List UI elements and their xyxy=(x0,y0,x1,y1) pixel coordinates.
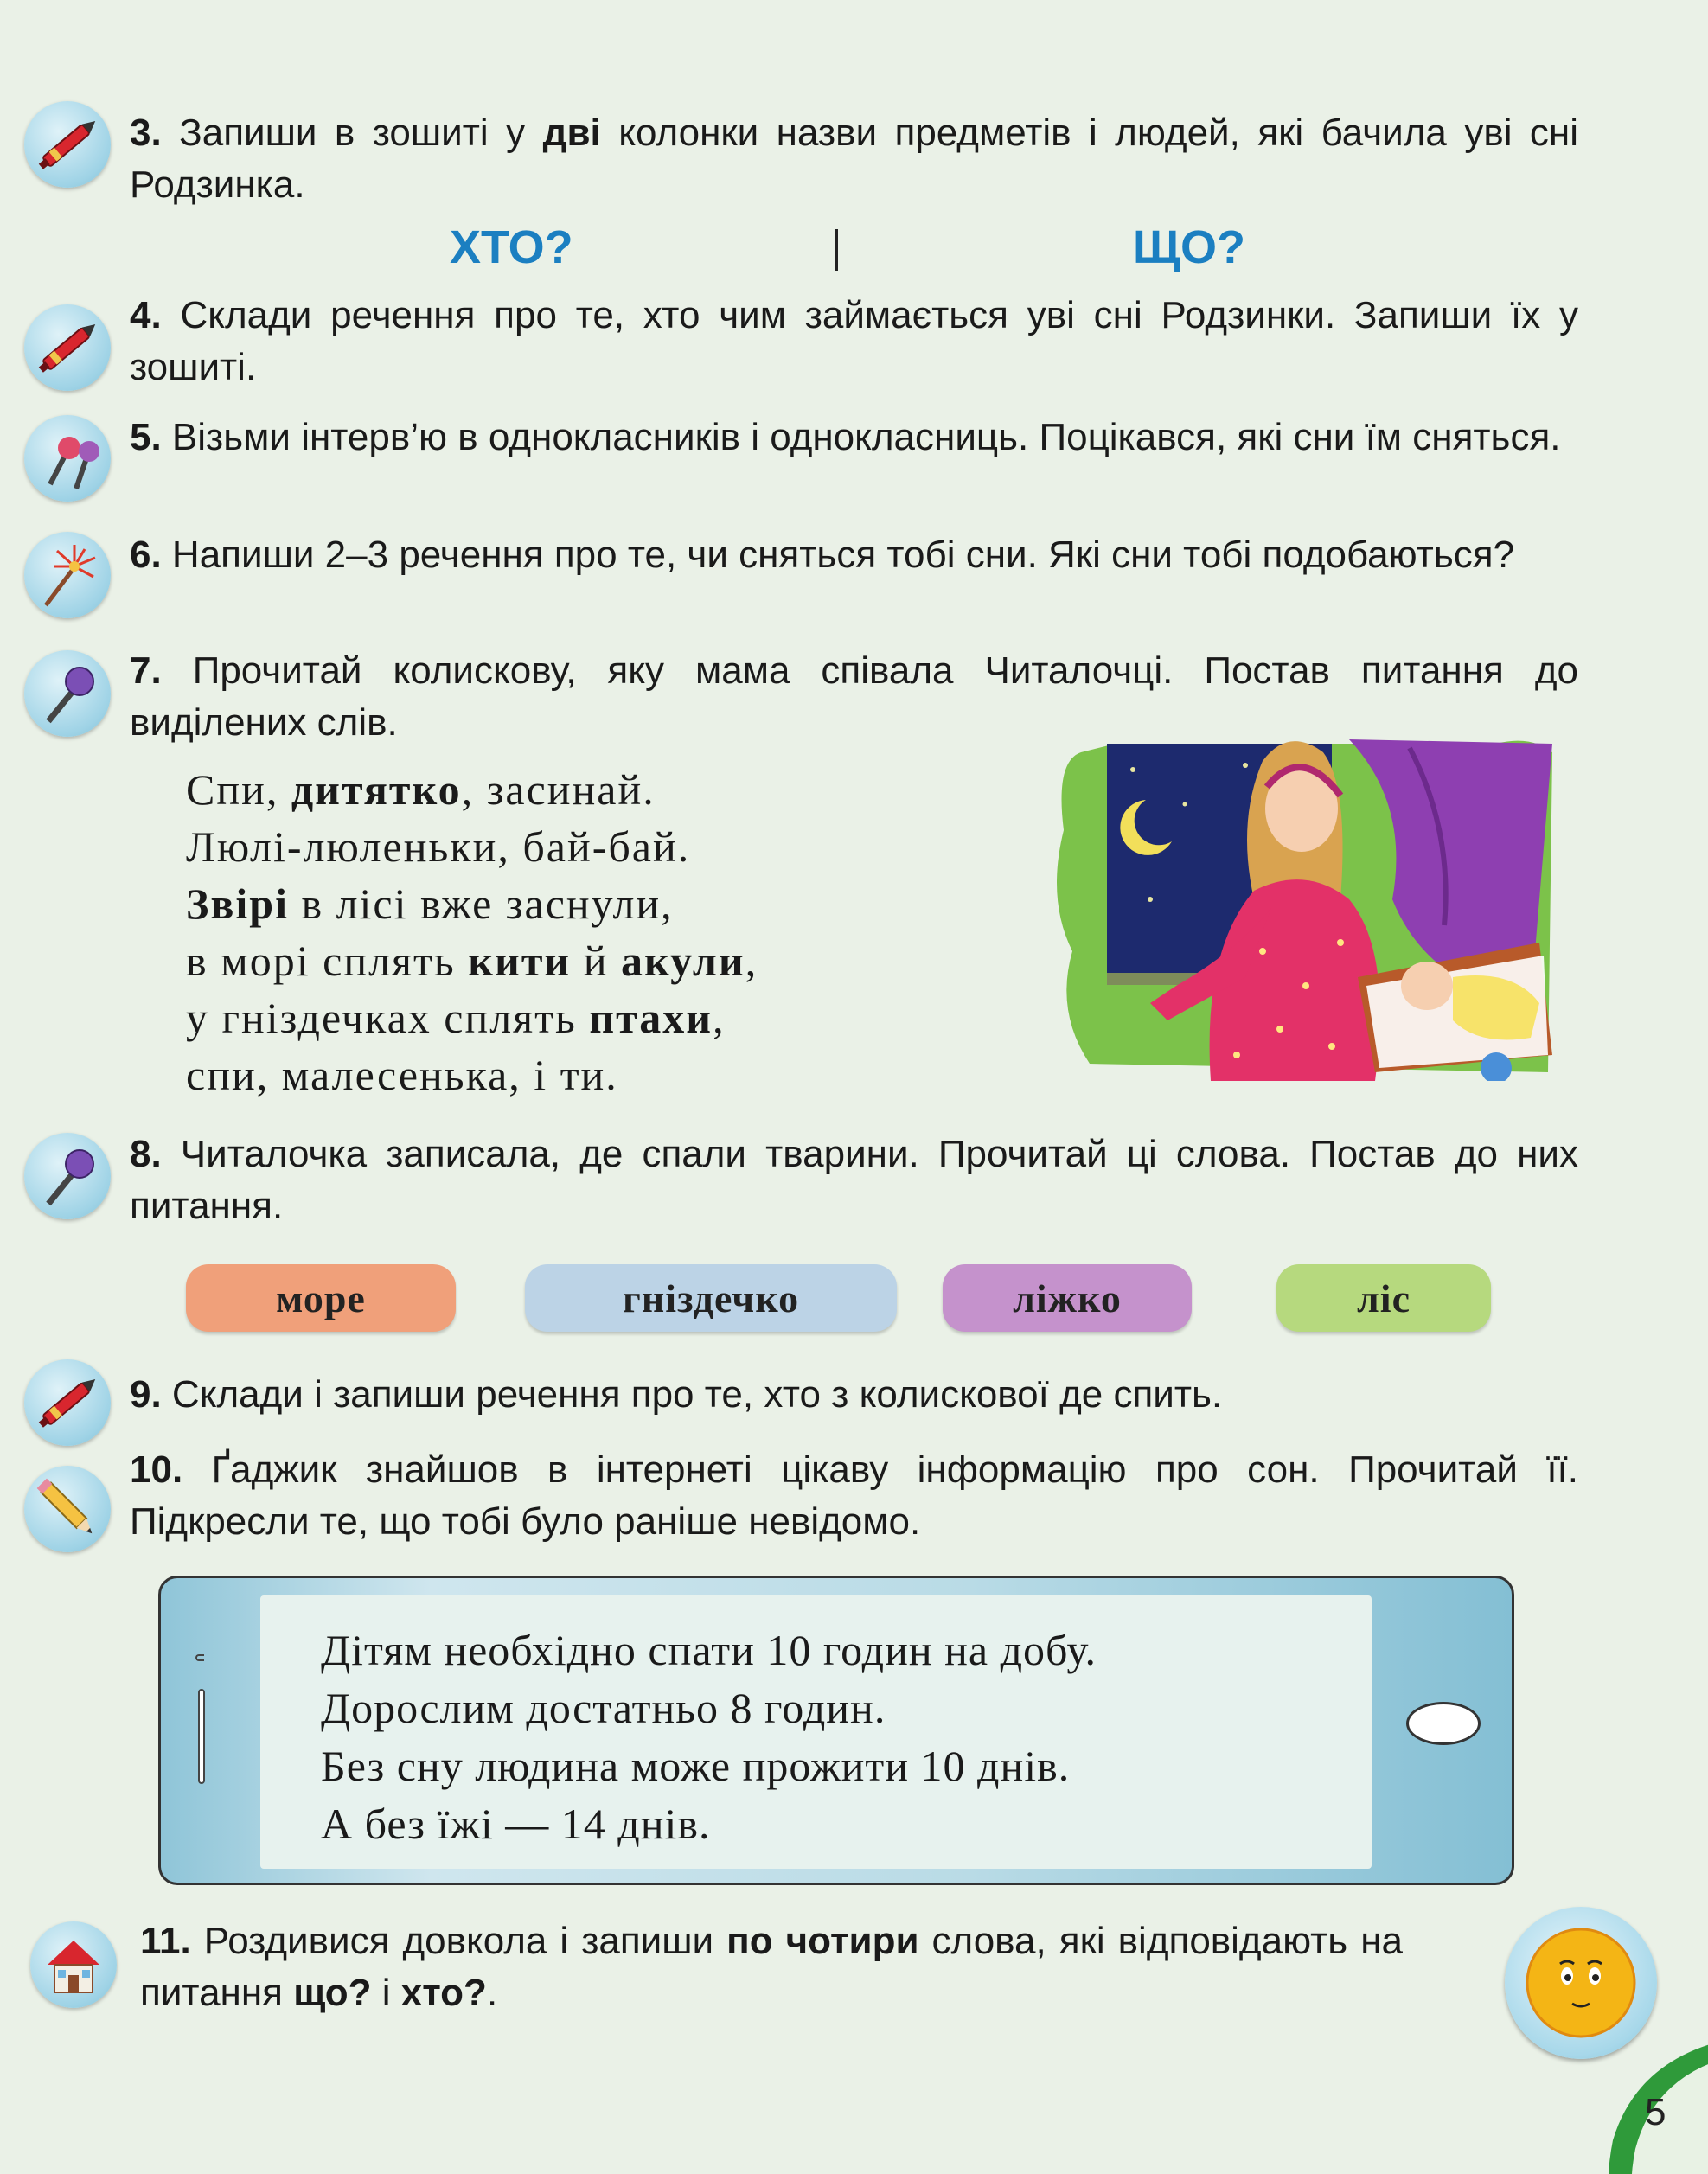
task-8: 8. Читалочка записала, де спали тварини. Прочитай ці слова. Постав до них питання. xyxy=(130,1133,1578,1227)
lullaby-poem xyxy=(186,761,758,1103)
mother-and-baby-illustration xyxy=(1046,726,1557,1081)
poem-line: Звірі в лісі вже заснули, xyxy=(186,879,674,928)
phone-home-button xyxy=(1406,1702,1481,1745)
pen-icon xyxy=(24,101,111,188)
poem-line: в морі сплять кити й акули, xyxy=(186,937,758,985)
fact-line: А без їжі — 14 днів. xyxy=(321,1800,711,1848)
microphone-icon xyxy=(24,650,111,737)
word-pill-bed: ліжко xyxy=(943,1264,1192,1332)
task-10: 10. Ґаджик знайшов в інтернеті цікаву інформацію про сон. Прочитай її. Підкресли те, що тобі було раніше невідомо. xyxy=(130,1448,1578,1543)
pen-icon xyxy=(24,1359,111,1446)
page-number: 5 xyxy=(1645,2091,1666,2133)
task-4: 4. Склади речення про те, хто чим займається уві сні Родзинки. Запиши їх у зошиті. xyxy=(130,294,1578,388)
word-pill-nest: гніздечко xyxy=(525,1264,897,1332)
poem-line: Люлі-люленьки, бай-бай. xyxy=(186,822,691,871)
phone-frame xyxy=(158,1576,1514,1885)
sparkler-icon xyxy=(24,532,111,618)
pen-icon xyxy=(24,304,111,391)
task-11: 11. Роздивися довкола і запиши по чотири слова, які відповідають на питання що? і хто?. xyxy=(140,1920,1403,2014)
poem-line: Спи, дитятко, засинай. xyxy=(186,765,656,814)
phone-screen xyxy=(260,1595,1372,1869)
task-6: 6. Напиши 2–3 речення про те, чи сняться тобі сни. Які сни тобі подобаються? xyxy=(130,534,1515,576)
task-9: 9. Склади і запиши речення про те, хто з колискової де спить. xyxy=(130,1373,1223,1416)
sleep-facts xyxy=(321,1621,1097,1853)
column-who: ХТО? xyxy=(450,221,573,273)
microphones-icon xyxy=(24,415,111,502)
task-3: 3. Запиши в зошиті у дві колонки назви предметів і людей, які бачила уві сні Родзинка. xyxy=(130,112,1579,206)
fact-line: Без сну людина може прожити 10 днів. xyxy=(321,1742,1071,1790)
column-what: ЩО? xyxy=(1133,221,1246,273)
microphone-icon xyxy=(24,1133,111,1219)
word-pill-sea: море xyxy=(186,1264,456,1332)
pencil-icon xyxy=(24,1466,111,1552)
fact-line: Дітям необхідно спати 10 годин на добу. xyxy=(321,1626,1097,1674)
poem-line: спи, малесенька, і ти. xyxy=(186,1051,618,1099)
phone-camera xyxy=(195,1654,204,1661)
task-7: 7. Прочитай колискову, яку мама співала Читалочці. Постав питання до виділених слів. xyxy=(130,649,1578,744)
fact-line: Дорослим достатньо 8 годин. xyxy=(321,1684,886,1732)
phone-speaker xyxy=(198,1689,205,1784)
column-separator xyxy=(835,229,838,271)
task-5: 5. Візьми інтерв’ю в однокласників і однокласниць. Поцікався, які сни їм сняться. xyxy=(130,416,1561,458)
word-pill-forest: ліс xyxy=(1276,1264,1491,1332)
house-icon xyxy=(30,1921,117,2008)
poem-line: у гніздечках сплять птахи, xyxy=(186,994,726,1042)
